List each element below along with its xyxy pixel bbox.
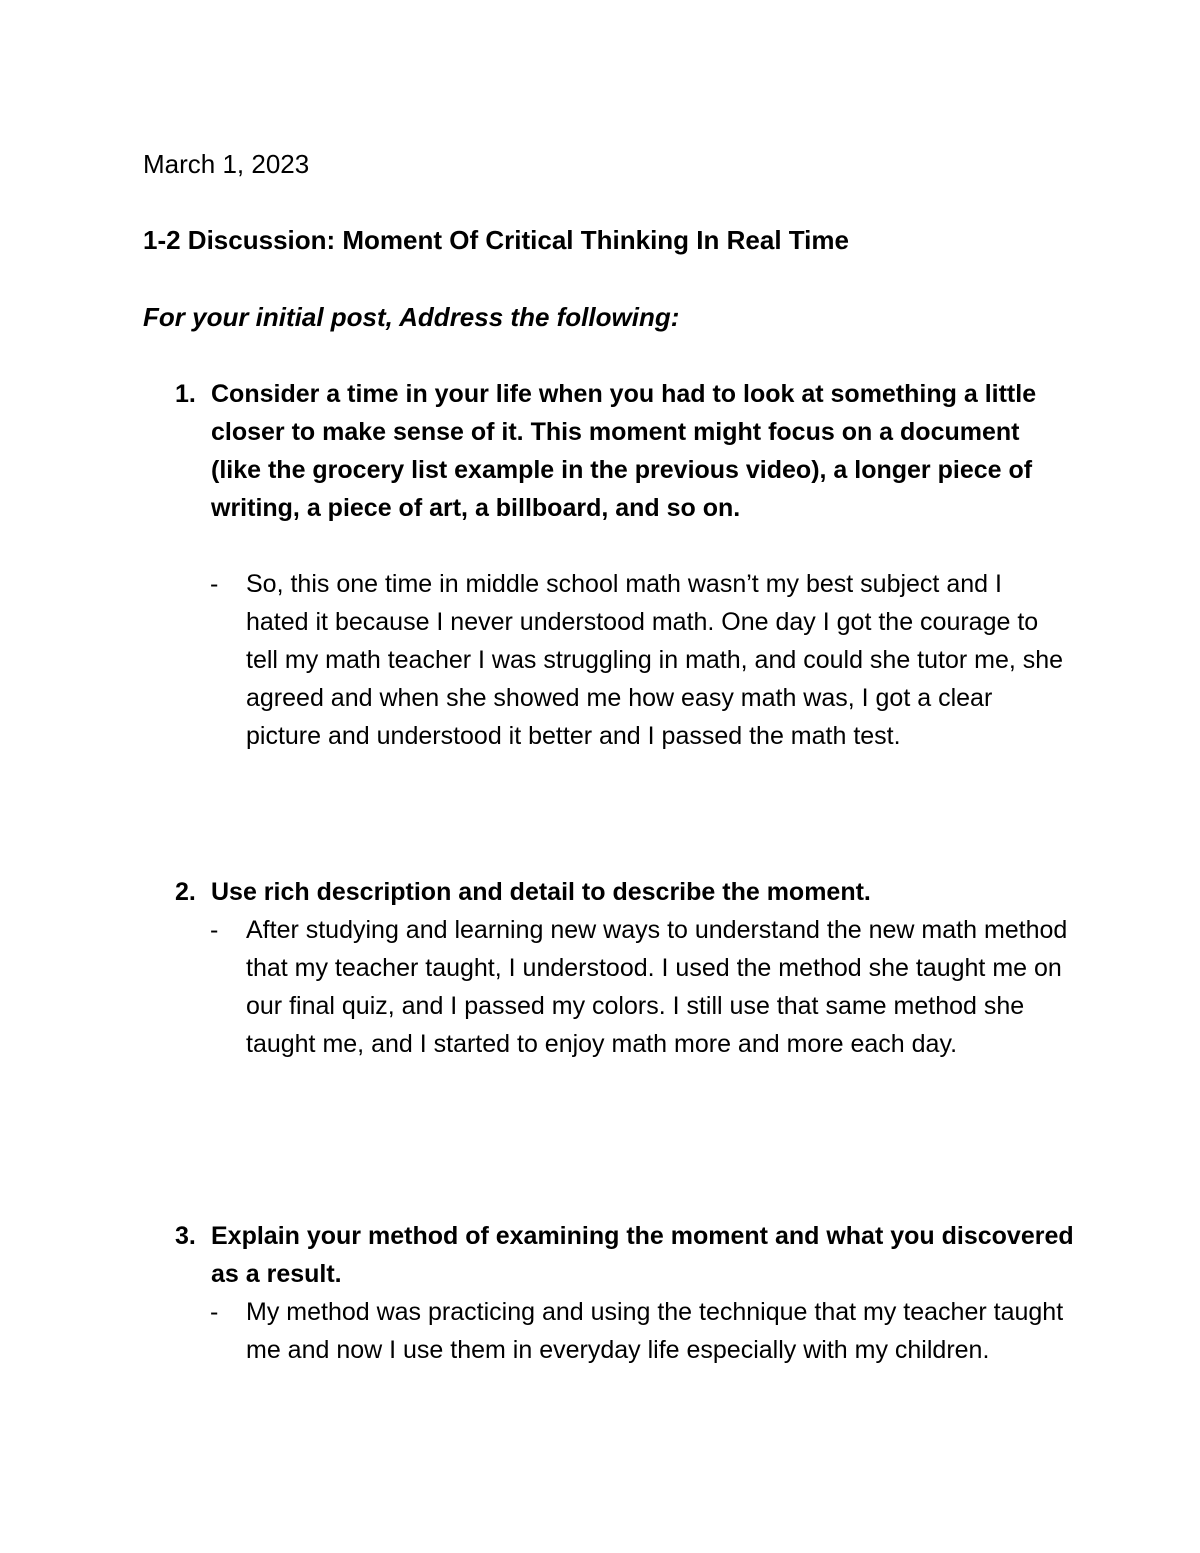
question-3 <box>175 1217 1075 1293</box>
bullet-dash: - <box>210 570 219 598</box>
document-date: March 1, 2023 <box>143 149 310 179</box>
question-text: Use rich description and detail to describe the moment. <box>211 878 871 906</box>
question-1 <box>175 375 1075 527</box>
question-number: 2. <box>175 878 196 906</box>
answer-2 <box>210 911 1070 1063</box>
question-text: Consider a time in your life when you had to look at something a little closer to make sense of it. This moment might focus on a document (like the grocery list example in the previous video), a longer piece of writing, a piece of art, a billboard, and so on. <box>211 380 1037 522</box>
bullet-dash: - <box>210 1298 219 1326</box>
answer-text: My method was practicing and using the technique that my teacher taught me and now I use them in everyday life especially with my children. <box>246 1298 1064 1364</box>
question-text: Explain your method of examining the moment and what you discovered as a result. <box>211 1222 1074 1288</box>
document-title: 1-2 Discussion: Moment Of Critical Thinking In Real Time <box>143 225 849 255</box>
answer-text: After studying and learning new ways to understand the new math method that my teacher taught, I understood. I used the method she taught me on our final quiz, and I passed my colors. I still use that same method she taught me, and I started to enjoy math more and more each day. <box>246 916 1068 1058</box>
question-number: 3. <box>175 1222 196 1250</box>
answer-text: So, this one time in middle school math wasn’t my best subject and I hated it because I never understood math. One day I got the courage to tell my math teacher I was struggling in math, and could she tutor me, she agreed and when she showed me how easy math was, I got a clear picture and understood it better and I passed the math test. <box>246 570 1064 750</box>
answer-3 <box>210 1293 1070 1369</box>
answer-1 <box>210 565 1070 755</box>
bullet-dash: - <box>210 916 219 944</box>
question-number: 1. <box>175 380 196 408</box>
prompt-intro: For your initial post, Address the following: <box>143 302 680 332</box>
question-2 <box>175 873 1075 911</box>
